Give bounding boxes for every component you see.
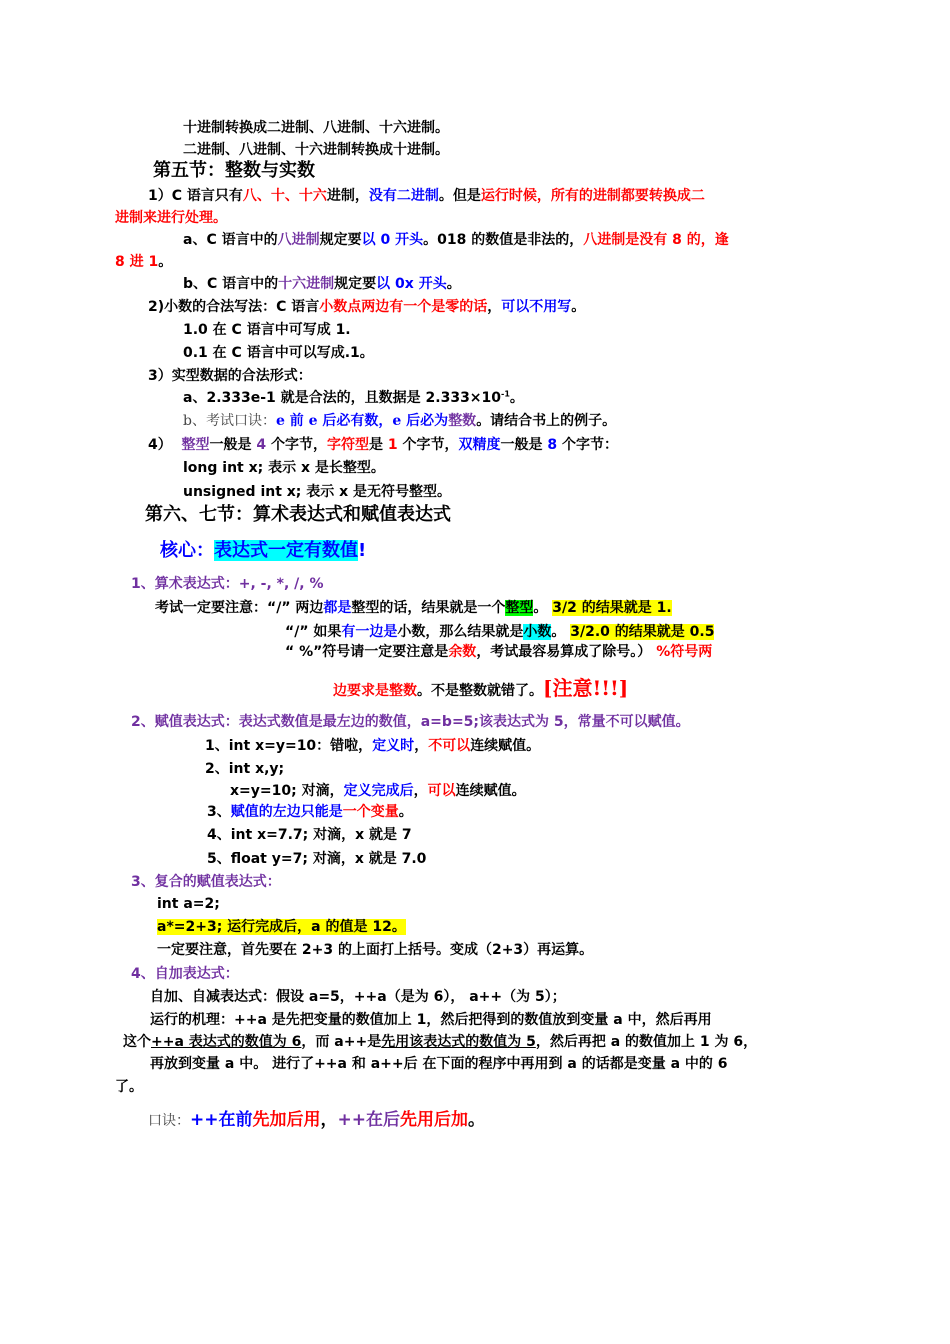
text: 整型 — [181, 437, 210, 453]
text: 整型的话，结果就是一个 — [351, 600, 506, 616]
text: 。 — [398, 804, 413, 820]
incr-line2: 运行的机理：++a 是先把变量的数值加上 1，然后把得到的数值放到变量 a 中，然后再用 — [150, 1012, 712, 1028]
s5-p2-line2: 0.1 在 C 语言中可以写成.1。 — [183, 345, 374, 361]
text: b、C 语言中的 — [183, 276, 279, 292]
text: ，考试最容易算成了除号。） — [476, 644, 652, 660]
assign-item5: 5、float y=7; 对滴，x 就是 7.0 — [207, 851, 427, 867]
incr-line3 — [123, 1032, 757, 1052]
text: ，而 a++是 — [301, 1034, 382, 1050]
text: 。但是 — [438, 188, 481, 204]
text: 。请结合书上的例子。 — [476, 413, 617, 429]
arith-line2 — [285, 622, 714, 642]
text: 3/2 的结果就是 1. — [552, 600, 672, 616]
text: 个字节， — [397, 437, 459, 453]
s5-p4-line1: long int x; 表示 x 是长整型。 — [183, 460, 385, 476]
text: 整数 — [448, 413, 477, 429]
text: %符号两 — [656, 644, 713, 660]
text: 3/2.0 的结果就是 0.5 — [570, 624, 715, 640]
s5-p1 — [148, 186, 705, 206]
text: 一个变量 — [342, 804, 399, 820]
text: 十六进制 — [278, 276, 335, 292]
assign-item1 — [205, 736, 540, 756]
text: 有一边是 — [341, 624, 398, 640]
text: ++在后 — [337, 1110, 400, 1130]
text: 4） — [148, 437, 172, 453]
text: 连续赋值。 — [455, 783, 526, 799]
text: 一般是 — [209, 437, 257, 453]
arith-title: 1、算术表达式：+, -, *, /, % — [131, 576, 324, 592]
text: 2)小数的合法写法：C 语言 — [148, 299, 320, 315]
text: 。 — [158, 254, 173, 270]
intro-line-1: 十进制转换成二进制、八进制、十六进制。 — [183, 120, 449, 136]
text: 。 — [509, 390, 524, 406]
text: a、C 语言中的 — [183, 232, 278, 248]
text: ， — [414, 738, 429, 754]
text: 8 — [547, 437, 558, 453]
text: 表达式一定有数值 — [214, 540, 358, 561]
s5-p4 — [148, 435, 618, 455]
text: 先用该表达式的数值为 5 — [381, 1034, 536, 1050]
text: a*=2+3; 运行完成后，a 的值是 12。 — [157, 919, 406, 935]
text: “/” 如果 — [285, 624, 342, 640]
text: ， — [413, 783, 428, 799]
text: 核心： — [160, 540, 214, 561]
s5-p2 — [148, 297, 585, 317]
core-statement — [160, 538, 366, 564]
arith-line3 — [285, 642, 712, 662]
text: ! — [358, 540, 367, 561]
assign-item2b — [230, 781, 526, 801]
text: “ %”符号请一定要注意是 — [285, 644, 449, 660]
assign-item2: 2、int x,y; — [205, 761, 285, 777]
text: 八进制是没有 8 的，逢 — [583, 232, 729, 248]
text: 这个 — [123, 1034, 151, 1050]
text: 八进制 — [277, 232, 320, 248]
text: 考试一定要注意：“/” 两边 — [155, 600, 324, 616]
compound-line3: 一定要注意，首先要在 2+3 的上面打上括号。变成（2+3）再运算。 — [157, 942, 594, 958]
text: 1 — [387, 437, 398, 453]
text: 可以不用写 — [501, 299, 572, 315]
s5-p3: 3）实型数据的合法形式： — [148, 368, 312, 384]
text: 。 — [533, 600, 548, 616]
exponent: -1 — [501, 389, 510, 399]
text: 以 0x 开头 — [376, 276, 447, 292]
compound-line1: int a=2; — [157, 896, 220, 912]
compound-line2 — [157, 917, 406, 937]
section67-title: 第六、七节：算术表达式和赋值表达式 — [145, 504, 451, 525]
text: ++在前 — [190, 1110, 253, 1130]
text: 。 — [571, 299, 586, 315]
warning-note: [注意!!!] — [543, 676, 629, 700]
mnemonic — [148, 1108, 485, 1133]
text: 都是 — [323, 600, 352, 616]
text: 是 — [369, 437, 388, 453]
text: 进制， — [326, 188, 369, 204]
arith-line1 — [155, 598, 672, 618]
intro-line-2: 二进制、八进制、十六进制转换成十进制。 — [183, 142, 449, 158]
incr-line4: 再放到变量 a 中。 进行了++a 和 a++后 在下面的程序中再用到 a 的话都是变量 a 中的 6 — [150, 1056, 728, 1072]
text: 8 进 1 — [115, 254, 159, 270]
text: 不可以 — [428, 738, 471, 754]
text: 。018 的数值是非法的， — [423, 232, 584, 248]
text: 八、十、十六 — [242, 188, 327, 204]
text: 规定要 — [334, 276, 377, 292]
text: ++a 表达式的数值为 6 — [151, 1034, 302, 1050]
s5-p4-line2: unsigned int x; 表示 x 是无符号整型。 — [183, 484, 452, 500]
text: 1）C 语言只有 — [148, 188, 243, 204]
text: 个字节： — [557, 437, 618, 453]
text: 双精度 — [458, 437, 501, 453]
assign-item3 — [207, 802, 413, 822]
s5-p1-cont: 进制来进行处理。 — [115, 210, 227, 226]
text: 。 — [551, 624, 566, 640]
compound-title: 3、复合的赋值表达式： — [131, 874, 281, 890]
text: 先用后加 — [400, 1110, 468, 1130]
text: 定义完成后 — [343, 783, 414, 799]
text: 可以 — [427, 783, 456, 799]
text: 定义时 — [372, 738, 415, 754]
text: x=y=10; 对滴， — [230, 783, 344, 799]
assign-title: 2、赋值表达式：表达式数值是最左边的数值，a=b=5;该表达式为 5，常量不可以赋值。 — [131, 714, 690, 730]
text: 个字节， — [266, 437, 327, 453]
text: 。不是整数就错了。 — [417, 683, 543, 699]
text: 运行时候，所有的进制都要转换成二 — [480, 188, 705, 204]
text: ， — [320, 1110, 338, 1130]
text: 以 0 开头 — [361, 232, 424, 248]
incr-line1: 自加、自减表达式：假设 a=5，++a（是为 6）， a++（为 5）； — [150, 989, 566, 1005]
text: 一般是 — [500, 437, 548, 453]
arith-line4 — [333, 678, 628, 701]
s5-p2-line1: 1.0 在 C 语言中可写成 1. — [183, 322, 351, 338]
text: 余数 — [448, 644, 477, 660]
text: 规定要 — [319, 232, 362, 248]
text: 先加后用 — [252, 1110, 321, 1130]
s5-p1a-cont — [115, 252, 172, 272]
text: 小数点两边有一个是零的话 — [319, 299, 488, 315]
text: 边要求是整数 — [333, 683, 417, 699]
text: 连续赋值。 — [470, 738, 541, 754]
s5-p3b — [183, 411, 616, 431]
section5-title: 第五节：整数与实数 — [153, 160, 315, 181]
text: 1、int x=y=10：错啦， — [205, 738, 373, 754]
text: e 前 e 后必有数，e 后必为 — [275, 413, 449, 429]
text: ， — [487, 299, 502, 315]
text: ，然后再把 a 的数值加上 1 为 6， — [535, 1034, 758, 1050]
s5-p3a — [183, 388, 524, 408]
text: 整型 — [505, 600, 534, 616]
text: 。 — [446, 276, 461, 292]
text: 3、 — [207, 804, 231, 820]
text: 小数，那么结果就是 — [397, 624, 524, 640]
incr-title: 4、自加表达式： — [131, 966, 239, 982]
text: 4 — [256, 437, 267, 453]
text: b、考试口诀： — [183, 413, 276, 429]
text: 。 — [468, 1110, 485, 1130]
incr-line5: 了。 — [115, 1079, 143, 1095]
text: a、2.333e-1 就是合法的，且数据是 2.333×10 — [183, 390, 502, 406]
text: 小数 — [523, 624, 552, 640]
text: 没有二进制 — [368, 188, 439, 204]
s5-p1a — [183, 230, 729, 250]
s5-p1b — [183, 274, 461, 294]
assign-item4: 4、int x=7.7; 对滴，x 就是 7 — [207, 827, 412, 843]
text: 字符型 — [327, 437, 369, 453]
text: 口诀： — [148, 1113, 190, 1129]
text: 赋值的左边只能是 — [230, 804, 343, 820]
